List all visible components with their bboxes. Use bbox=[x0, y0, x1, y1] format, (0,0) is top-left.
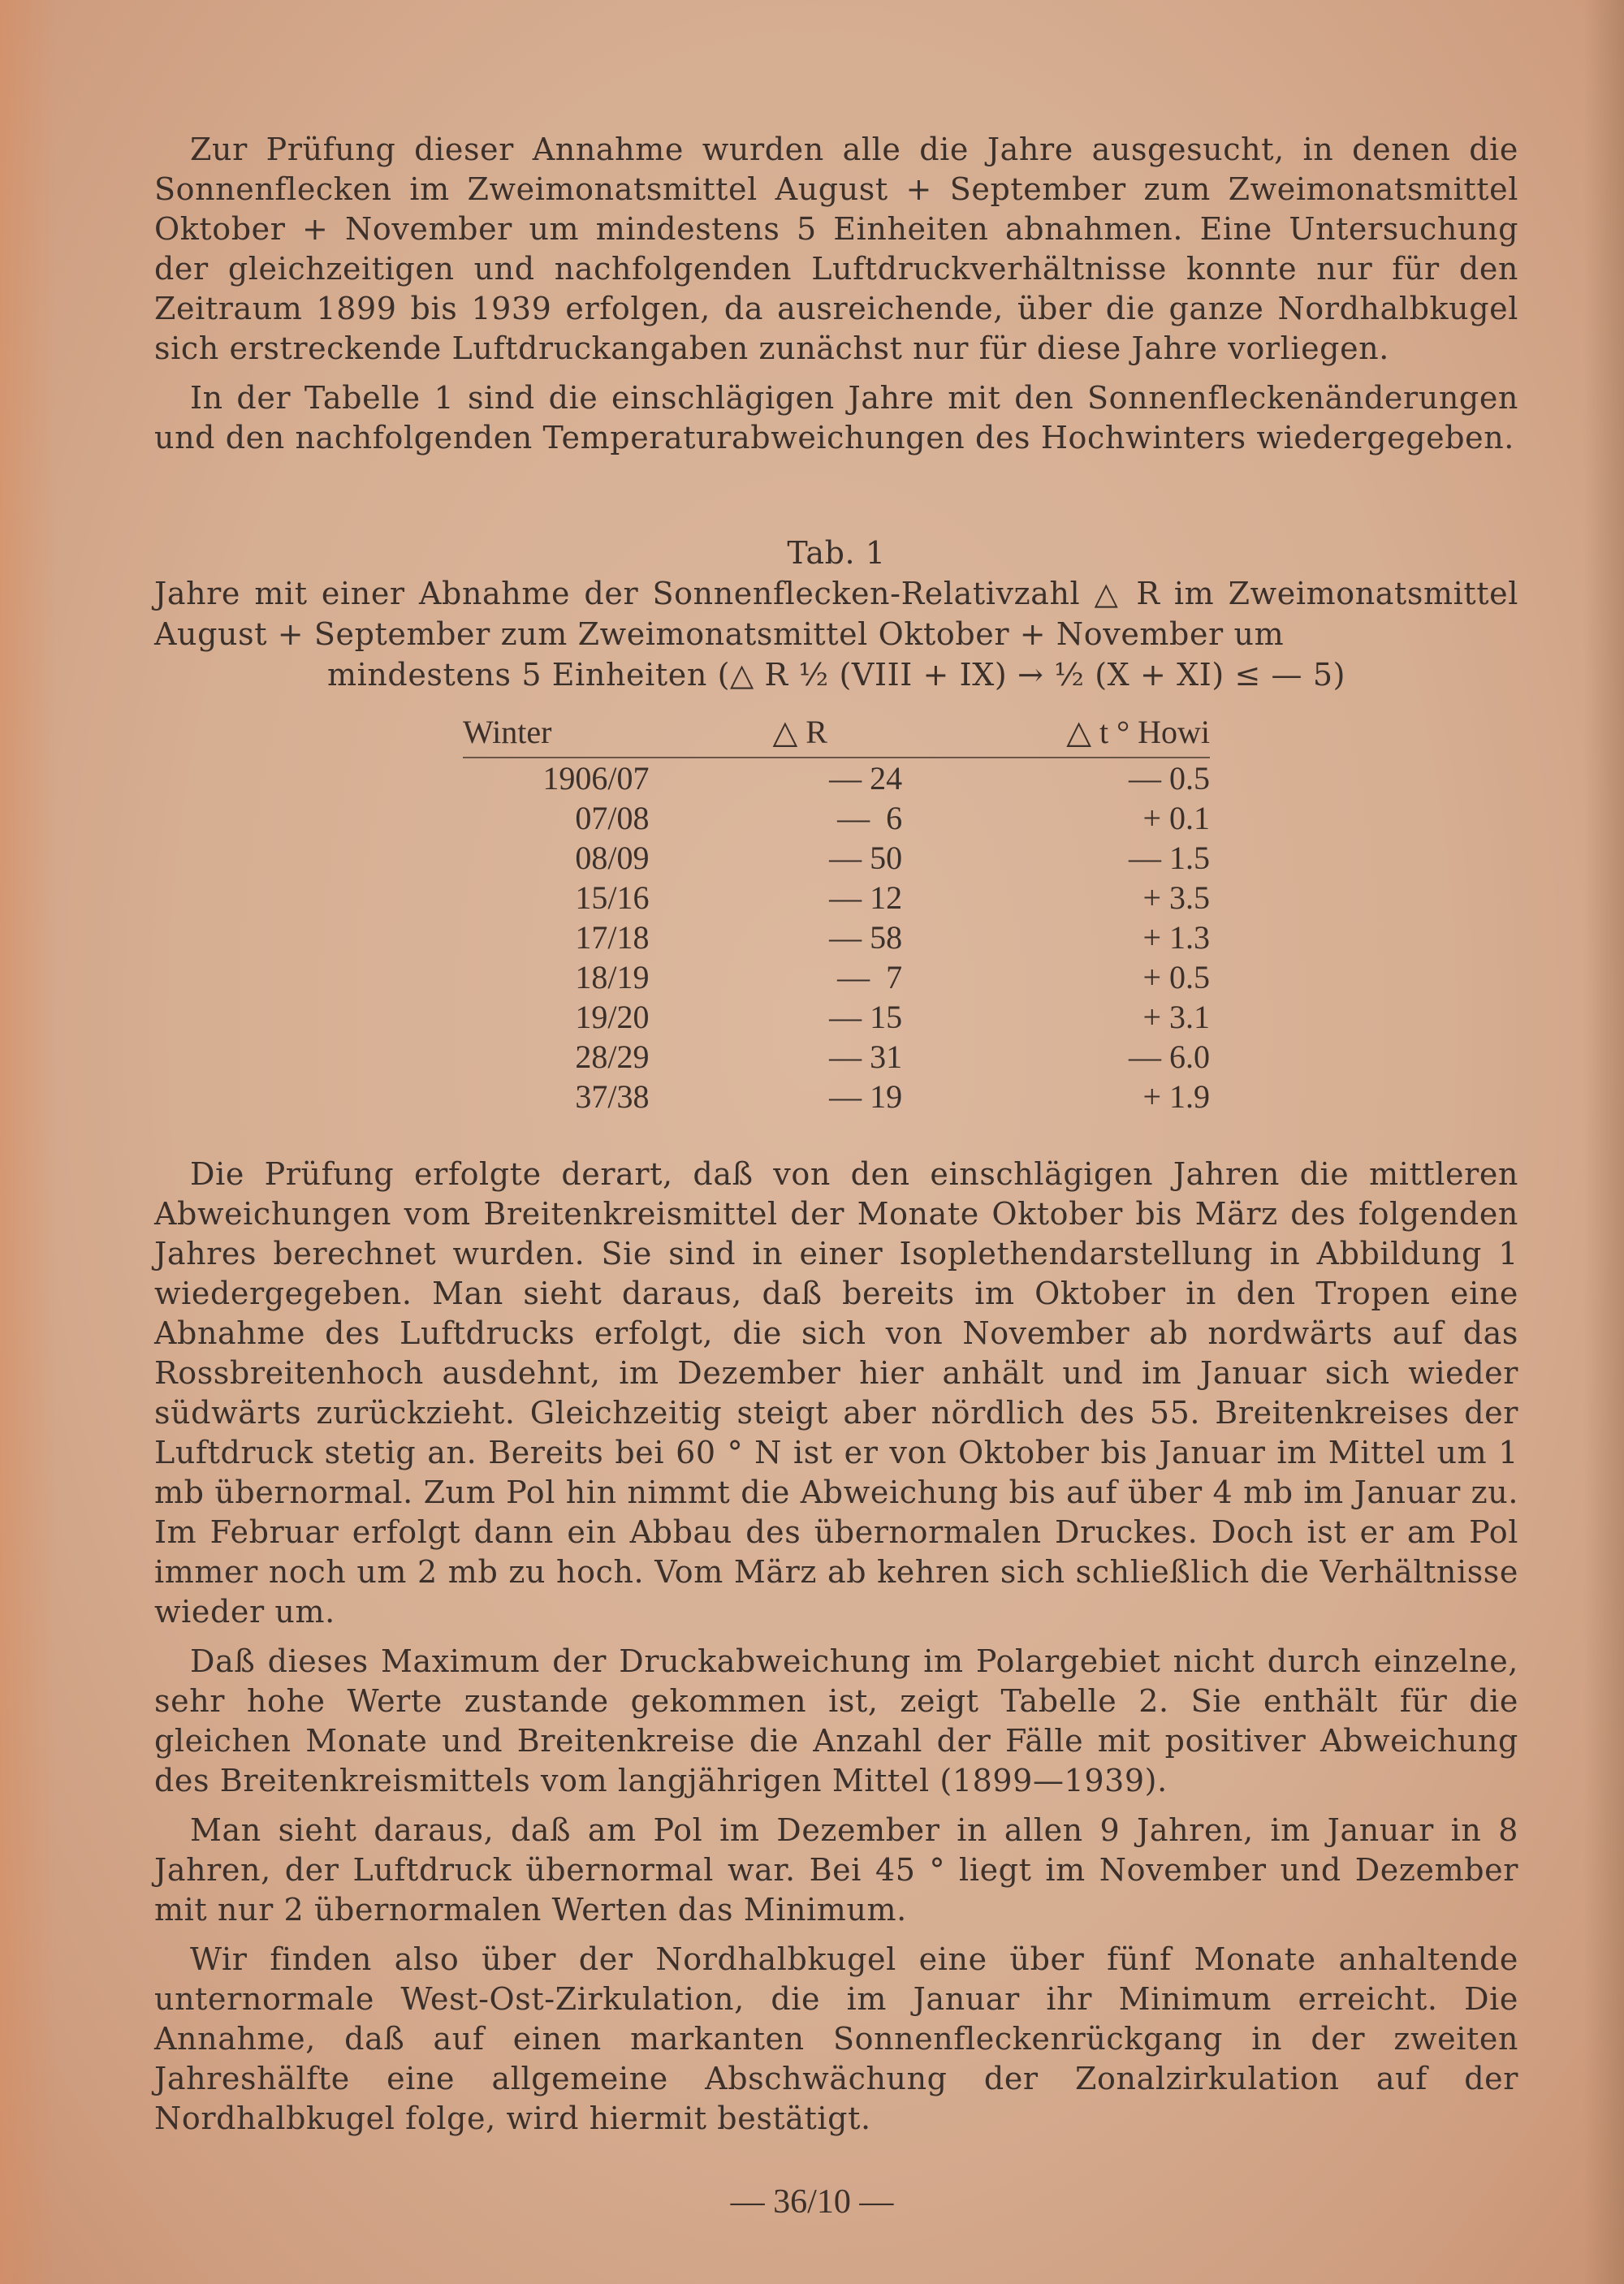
table-caption bbox=[154, 533, 1518, 695]
table-row bbox=[463, 798, 1210, 838]
cell-delta-t: + 1.9 bbox=[1142, 1078, 1210, 1115]
table-row bbox=[463, 1037, 1210, 1077]
cell-winter: 19/20 bbox=[575, 999, 650, 1035]
header-winter: Winter bbox=[463, 706, 698, 758]
table-row bbox=[463, 1077, 1210, 1116]
cell-winter: 07/08 bbox=[575, 800, 650, 836]
cell-delta-t: + 1.3 bbox=[1142, 919, 1210, 956]
cell-winter: 18/19 bbox=[575, 959, 650, 995]
cell-delta-r: — 12 bbox=[829, 879, 903, 916]
cell-winter: 37/38 bbox=[575, 1078, 650, 1115]
table-title: Tab. 1 bbox=[787, 535, 886, 571]
page-number: — 36/10 — bbox=[730, 2183, 894, 2221]
table-row bbox=[463, 917, 1210, 957]
cell-delta-t: + 0.5 bbox=[1142, 959, 1210, 995]
intro-text bbox=[154, 130, 1518, 468]
paragraph-4: Daß dieses Maximum der Druckabweichung im Polargebiet nicht durch einzelne, sehr hohe Werte zustande gekommen ist, zeigt Tabelle 2. Sie enthält für die gleichen Monate und Breitenkreise die Anzahl der Fälle mit positiver Abweichung des Breitenkreismittels vom langjährigen Mittel (1899—1939). bbox=[154, 1643, 1518, 1798]
cell-delta-t: + 3.1 bbox=[1142, 999, 1210, 1035]
paragraph-6: Wir finden also über der Nordhalbkugel eine über fünf Monate anhaltende unternormale West-Ost-Zirkulation, die im Januar ihr Minimum erreicht. Die Annahme, daß auf einen markanten Sonnenfleckenrückgang in der zweiten Jahreshälfte eine allgemeine Abschwächung der Zonalzirkulation auf der Nordhalbkugel folge, wird hiermit bestätigt. bbox=[154, 1941, 1518, 2136]
cell-delta-r: — 15 bbox=[829, 999, 903, 1035]
paragraph-1: Zur Prüfung dieser Annahme wurden alle die Jahre ausgesucht, in denen die Sonnenflecken im Zweimonatsmittel August + September zum Zweimonatsmittel Oktober + November um mindestens 5 Einheiten abnahmen. Eine Untersuchung der gleichzeitigen und nachfolgenden Luftdruckverhältnisse konnte nur für den Zeitraum 1899 bis 1939 erfolgen, da ausreichende, über die ganze Nordhalbkugel sich erstreckende Luftdruckangaben zunächst nur für diese Jahre vorliegen. bbox=[154, 132, 1518, 366]
cell-winter: 08/09 bbox=[575, 840, 650, 876]
cell-delta-t: — 6.0 bbox=[1129, 1038, 1210, 1075]
cell-delta-t: — 0.5 bbox=[1129, 760, 1210, 797]
cell-delta-t: — 1.5 bbox=[1129, 840, 1210, 876]
cell-delta-r: — 24 bbox=[829, 760, 903, 797]
paragraph-5: Man sieht daraus, daß am Pol im Dezember in allen 9 Jahren, im Januar in 8 Jahren, der Luftdruck übernormal war. Bei 45 ° liegt im November und Dezember mit nur 2 übernormalen Werten das Minimum. bbox=[154, 1812, 1518, 1928]
table-caption-main: Jahre mit einer Abnahme der Sonnenflecken-Relativzahl △ R im Zweimonatsmittel August + September zum Zweimonatsmittel Oktober + November um bbox=[154, 576, 1518, 652]
table-row bbox=[463, 838, 1210, 878]
cell-delta-r: — 58 bbox=[829, 919, 903, 956]
header-delta-t: △ t ° Howi bbox=[902, 706, 1210, 758]
header-delta-r: △ R bbox=[698, 706, 902, 758]
table-row bbox=[463, 758, 1210, 798]
paragraph-3: Die Prüfung erfolgte derart, daß von den einschlägigen Jahren die mittleren Abweichungen vom Breitenkreismittel der Monate Oktober bis März des folgenden Jahres berechnet wurden. Sie sind in einer Isoplethendarstellung in Abbildung 1 wiedergegeben. Man sieht daraus, daß bereits im Oktober in den Tropen eine Abnahme des Luftdrucks erfolgt, die sich von November ab nordwärts auf das Rossbreitenhoch ausdehnt, im Dezember hier anhält und im Januar sich wieder südwärts zurückzieht. Gleichzeitig steigt aber nördlich des 55. Breitenkreises der Luftdruck stetig an. Bereits bei 60 ° N ist er von Oktober bis Januar im Mittel um 1 mb übernormal. Zum Pol hin nimmt die Abweichung bis auf über 4 mb im Januar zu. Im Februar erfolgt dann ein Abbau des übernormalen Druckes. Doch ist er am Pol immer noch um 2 mb zu hoch. Vom März ab kehren sich schließlich die Verhältnisse wieder um. bbox=[154, 1156, 1518, 1630]
cell-winter: 1906/07 bbox=[542, 760, 650, 797]
cell-delta-t: + 3.5 bbox=[1142, 879, 1210, 916]
cell-winter: 17/18 bbox=[575, 919, 650, 956]
cell-delta-r: — 6 bbox=[837, 800, 903, 836]
cell-delta-r: — 19 bbox=[829, 1078, 903, 1115]
table-caption-last: mindestens 5 Einheiten (△ R ½ (VIII + IX) → ½ (X + XI) ≤ — 5) bbox=[326, 657, 1346, 693]
table-row bbox=[463, 997, 1210, 1037]
data-table bbox=[463, 706, 1210, 1116]
page-edge-left bbox=[0, 0, 57, 2284]
paragraph-2: In der Tabelle 1 sind die einschlägigen Jahre mit den Sonnenfleckenänderungen und den nachfolgenden Temperaturabweichungen des Hochwinters wiedergegeben. bbox=[154, 380, 1518, 456]
page-edge-right bbox=[1583, 0, 1624, 2284]
cell-winter: 28/29 bbox=[575, 1038, 650, 1075]
cell-delta-r: — 31 bbox=[829, 1038, 903, 1075]
analysis-text bbox=[154, 1155, 1518, 2148]
cell-delta-r: — 50 bbox=[829, 840, 903, 876]
cell-winter: 15/16 bbox=[575, 879, 650, 916]
table-row bbox=[463, 957, 1210, 997]
table-row bbox=[463, 878, 1210, 917]
table-header-row bbox=[463, 706, 1210, 758]
cell-delta-t: + 0.1 bbox=[1142, 800, 1210, 836]
cell-delta-r: — 7 bbox=[837, 959, 903, 995]
